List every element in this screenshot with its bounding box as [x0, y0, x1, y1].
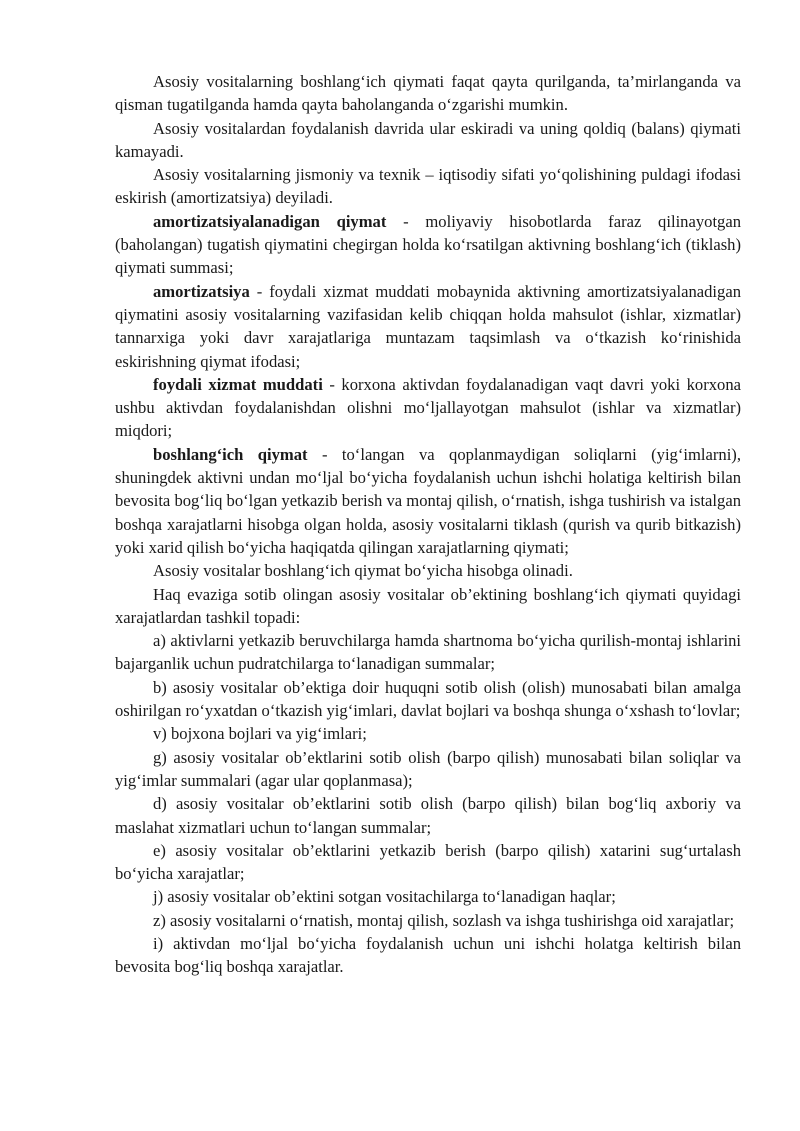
defined-term: amortizatsiyalanadigan qiymat: [153, 211, 387, 231]
list-item-text: d) asosiy vositalar ob’ektlarini sotib olish (barpo qilish) bilan bog‘liq axboriy va maslahat xizmatlari uchun to‘langan summalar;: [115, 794, 741, 837]
list-item: [115, 909, 741, 932]
list-item-text: i) aktivdan mo‘ljal bo‘yicha foydalanish uchun uni ishchi holatga keltirish bilan bevosita bog‘liq boshqa xarajatlar.: [115, 933, 741, 977]
list-item-text: b) asosiy vositalar ob’ektiga doir huquqni sotib olish (olish) munosabati bilan amalga oshirilgan ro‘yxatdan o‘tkazish yig‘imlari, davlat bojlari va boshqa shunga o‘xshash to‘lovlar;: [115, 677, 741, 721]
defined-term: amortizatsiya: [153, 281, 250, 301]
list-item-text: v) bojxona bojlari va yig‘imlari;: [153, 724, 367, 744]
list-item-text: g) asosiy vositalar ob’ektlarini sotib olish (barpo qilish) munosabati bilan soliqlar va yig‘imlar summalari (agar ular qoplanmasa);: [115, 747, 741, 790]
list-item: [115, 722, 741, 745]
definition-paragraph: [115, 373, 741, 443]
defined-term: foydali xizmat muddati: [153, 374, 323, 394]
paragraph: [115, 163, 741, 210]
paragraph: [115, 559, 741, 582]
paragraph-text: Asosiy vositalarning boshlang‘ich qiymati faqat qayta qurilganda, ta’mirlanganda va qisman tugatilganda hamda qayta baholanganda o‘zgarishi mumkin.: [115, 72, 741, 115]
defined-term: boshlang‘ich qiymat: [153, 444, 308, 464]
definition-paragraph: [115, 210, 741, 280]
definition-text: - foydali xizmat muddati mobaynida aktivning amortizatsiyalanadigan qiymatini asosiy vositalarning vazifasidan kelib chiqqan holda mahsulot (ishlar, xizmatlar) tannarxiga yoki davr xarajatlariga muntazam taqsimlash va o‘tkazish ko‘rinishida eskirishning qiymat ifodasi;: [115, 281, 741, 371]
list-item-text: e) asosiy vositalar ob’ektlarini yetkazib berish (barpo qilish) xatarini sug‘urtalash bo‘yicha xarajatlar;: [115, 840, 741, 884]
definition-text: - moliyaviy hisobotlarda faraz qilinayotgan (baholangan) tugatish qiymatini chegirgan holda ko‘rsatilgan aktivning boshlang‘ich (tiklash) qiymati summasi;: [115, 211, 742, 278]
list-item: [115, 932, 741, 979]
list-item: [115, 885, 741, 908]
definition-text: - korxona aktivdan foydalanadigan vaqt davri yoki korxona ushbu aktivdan foydalanishdan olishni mo‘ljallayotgan mahsulot (ishlar va xizmatlar) miqdori;: [115, 374, 741, 441]
list-item-text: a) aktivlarni yetkazib beruvchilarga hamda shartnoma bo‘yicha qurilish-montaj ishlarini bajarganlik uchun pudratchilarga to‘lanadigan summalar;: [115, 631, 741, 674]
paragraph-text: Haq evaziga sotib olingan asosiy vositalar ob’ektining boshlang‘ich qiymati quyidagi xarajatlardan tashkil topadi:: [115, 584, 741, 627]
list-item-text: z) asosiy vositalarni o‘rnatish, montaj qilish, sozlash va ishga tushirishga oid xarajatlar;: [153, 910, 735, 930]
list-item: [115, 629, 741, 676]
paragraph-text: Asosiy vositalardan foydalanish davrida ular eskiradi va uning qoldiq (balans) qiymati kamayadi.: [115, 118, 741, 161]
list-item: [115, 792, 741, 839]
paragraph: [115, 583, 741, 630]
list-item-text: j) asosiy vositalar ob’ektini sotgan vositachilarga to‘lanadigan haqlar;: [153, 887, 616, 907]
paragraph: [115, 70, 741, 117]
paragraph: [115, 117, 741, 164]
list-item: [115, 746, 741, 793]
definition-text: - to‘langan va qoplanmaydigan soliqlarni (yig‘imlarni), shuningdek aktivni undan mo‘ljal bo‘yicha foydalanish uchun ishchi holatiga keltirish bilan bevosita bog‘liq bo‘lgan yetkazib berish va montaj qilish, o‘rnatish, ishga tushirish va istalgan boshqa xarajatlarni hisobga olgan holda, asosiy vositalarni tiklash (qurish va qurib bitkazish) yoki xarid qilish bo‘yicha haqiqatda qilingan xarajatlarning qiymati;: [115, 444, 741, 557]
document-page: [115, 70, 741, 979]
definition-paragraph: [115, 280, 741, 373]
definition-paragraph: [115, 443, 741, 559]
paragraph-text: Asosiy vositalar boshlang‘ich qiymat bo‘yicha hisobga olinadi.: [153, 561, 573, 581]
paragraph-text: Asosiy vositalarning jismoniy va texnik – iqtisodiy sifati yo‘qolishining puldagi ifodasi eskirish (amortizatsiya) deyiladi.: [115, 165, 741, 208]
list-item: [115, 839, 741, 886]
list-item: [115, 676, 741, 723]
